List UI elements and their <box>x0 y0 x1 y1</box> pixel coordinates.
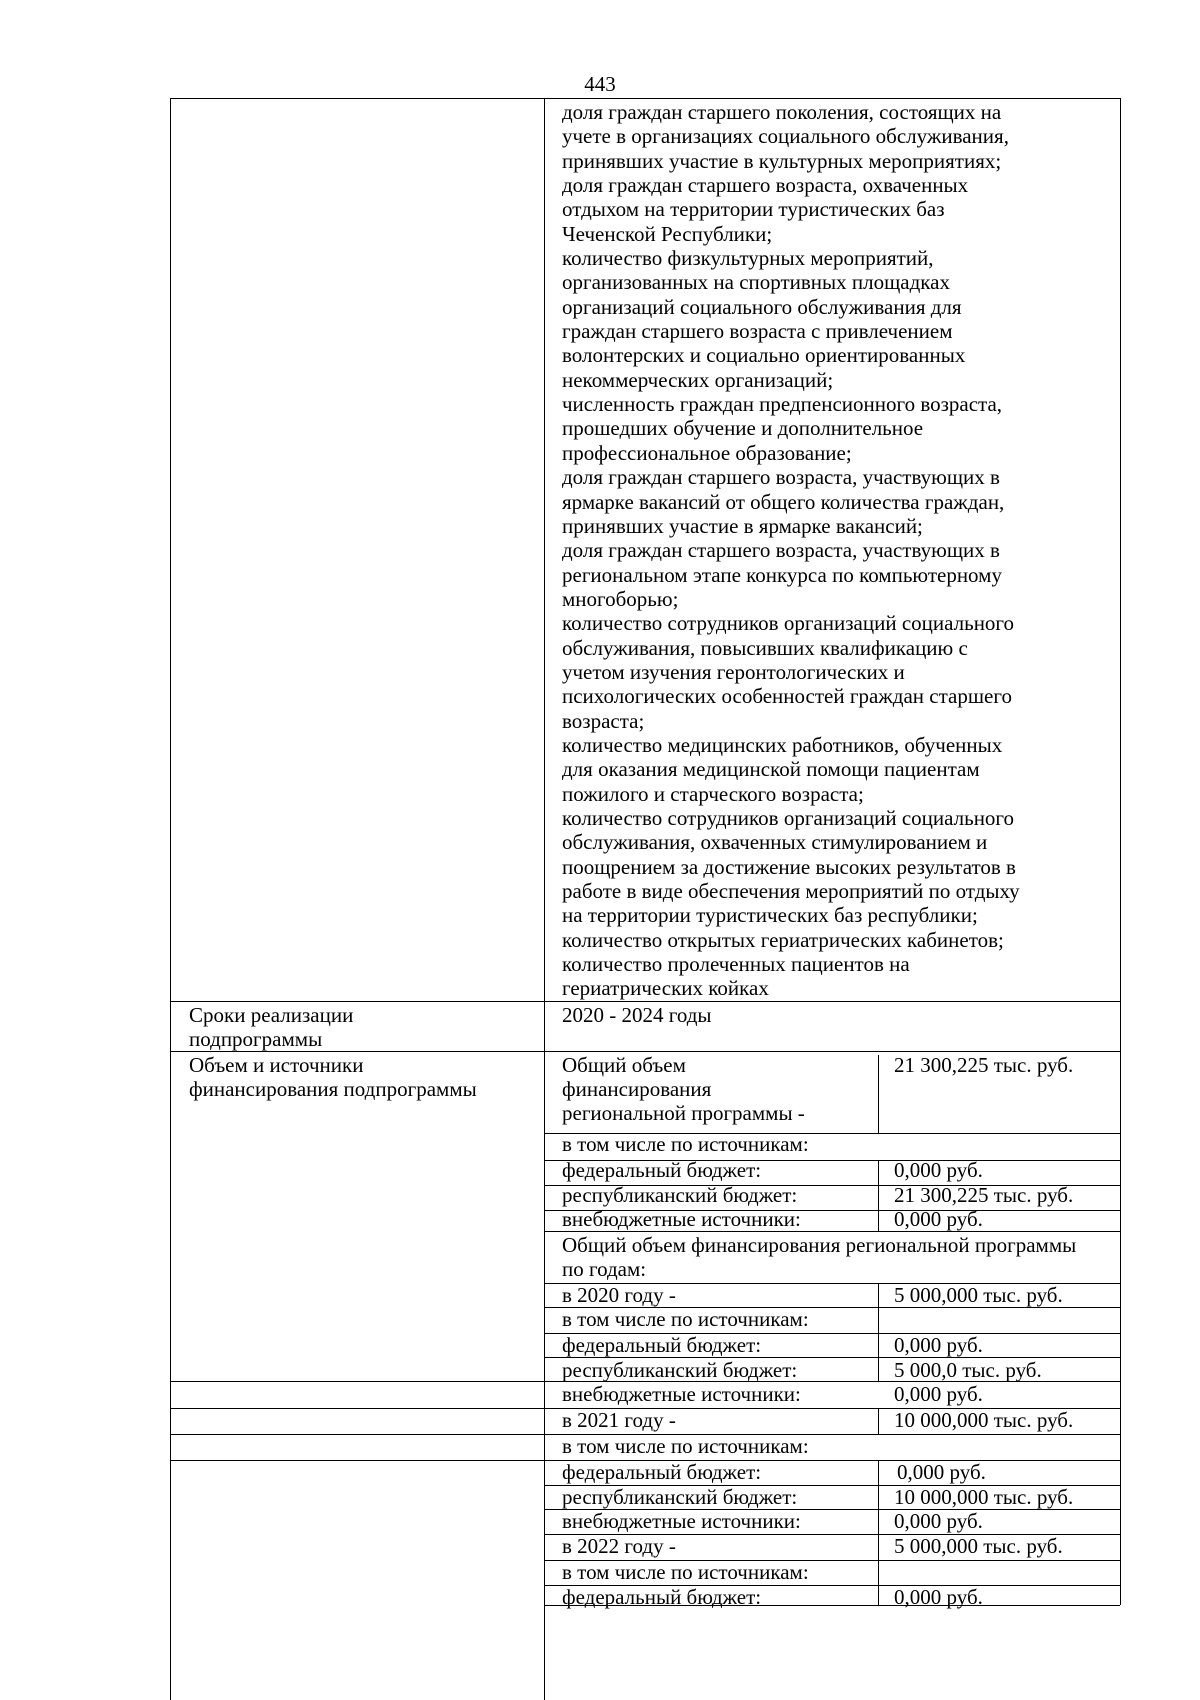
indicator-line: региональном этапе конкурса по компьютерному <box>562 562 1002 587</box>
page-number: 443 <box>584 72 616 96</box>
indicator-line: гериатрических койках <box>562 976 769 1001</box>
indicator-line: многоборью; <box>562 586 679 611</box>
financing-row-label: внебюджетные источники: <box>562 1207 801 1231</box>
financing-row-label: республиканский бюджет: <box>562 1183 798 1207</box>
financing-row-value: 21 300,225 тыс. руб. <box>894 1183 1074 1207</box>
financing-row-label: федеральный бюджет: <box>562 1460 762 1484</box>
financing-row-value: 5 000,000 тыс. руб. <box>894 1534 1063 1558</box>
financing-row-label: в 2020 году - <box>562 1283 676 1307</box>
indicator-line: на территории туристических баз республики; <box>562 903 978 928</box>
financing-row-value: 10 000,000 тыс. руб. <box>894 1408 1074 1432</box>
row-divider <box>170 1051 1120 1052</box>
indicator-line: доля граждан старшего возраста, охваченных <box>562 173 969 198</box>
financing-row-value: 0,000 руб. <box>894 1207 983 1231</box>
financing-col-divider <box>878 1460 879 1605</box>
financing-row-value: 5 000,000 тыс. руб. <box>894 1283 1063 1307</box>
financing-row-label: республиканский бюджет: <box>562 1485 798 1509</box>
table-border-top <box>170 98 1120 99</box>
indicator-line: прошедших обучение и дополнительное <box>562 416 924 441</box>
terms-value: 2020 - 2024 годы <box>562 1003 712 1027</box>
financing-row-label: федеральный бюджет: <box>562 1585 762 1609</box>
financing-row-value: 5 000,0 тыс. руб. <box>894 1358 1042 1382</box>
financing-col-divider <box>878 1408 879 1434</box>
indicator-line: количество медицинских работников, обученных <box>562 732 1003 757</box>
financing-row-value: 0,000 руб. <box>894 1333 983 1357</box>
terms-label-line2: подпрограммы <box>189 1027 323 1051</box>
indicator-line: обслуживания, охваченных стимулированием и <box>562 830 988 855</box>
indicator-line: обслуживания, повысивших квалификацию с <box>562 635 968 660</box>
financing-row-value: 10 000,000 тыс. руб. <box>894 1485 1074 1509</box>
indicator-line: граждан старшего возраста с привлечением <box>562 319 953 344</box>
financing-row-label: Общий объем финансирования региональной программы по годам: <box>562 1233 1077 1281</box>
indicator-line: учете в организациях социального обслуживания, <box>562 124 1009 149</box>
financing-col-divider <box>878 1283 879 1381</box>
total-label-line: Общий объем <box>562 1053 686 1077</box>
row-divider <box>544 1231 1120 1232</box>
indicator-line: количество физкультурных мероприятий, <box>562 246 934 271</box>
financing-row-label: республиканский бюджет: <box>562 1358 798 1382</box>
financing-row-label: внебюджетные источники: <box>562 1509 801 1533</box>
financing-col-divider <box>878 1160 879 1231</box>
financing-row-label: в том числе по источникам: <box>562 1307 809 1331</box>
financing-col-divider <box>878 1055 879 1133</box>
indicator-line: волонтерских и социально ориентированных <box>562 343 966 368</box>
indicator-line: учетом изучения геронтологических и <box>562 659 905 684</box>
financing-row-label: федеральный бюджет: <box>562 1158 762 1182</box>
financing-row-label: в 2022 году - <box>562 1534 676 1558</box>
financing-row-value: 0,000 руб. <box>894 1509 983 1533</box>
indicator-line: количество открытых гериатрических кабинетов; <box>562 927 1004 952</box>
indicator-line: количество сотрудников организаций социального <box>562 805 1015 830</box>
indicator-line: возраста; <box>562 708 645 733</box>
financing-row-label: внебюджетные источники: <box>562 1382 801 1406</box>
financing-row-label: в том числе по источникам: <box>562 1560 809 1584</box>
row-divider <box>170 1001 1120 1002</box>
table-border-right <box>1120 98 1121 1605</box>
terms-label-line1: Сроки реализации <box>189 1003 354 1027</box>
indicator-line: поощрением за достижение высоких результатов в <box>562 854 1016 879</box>
indicator-line: организованных на спортивных площадках <box>562 270 950 295</box>
indicator-line: для оказания медицинской помощи пациентам <box>562 757 980 782</box>
financing-row-value: 0,000 руб. <box>894 1158 983 1182</box>
financing-row-value: 0,000 руб. <box>894 1382 983 1406</box>
indicator-line: количество пролеченных пациентов на <box>562 952 910 977</box>
indicator-line: численность граждан предпенсионного возраста, <box>562 392 1003 417</box>
financing-label-line1: Объем и источники <box>189 1053 364 1077</box>
financing-row-label: в 2021 году - <box>562 1408 676 1432</box>
indicator-line: принявших участие в ярмарке вакансий; <box>562 513 923 538</box>
total-value: 21 300,225 тыс. руб. <box>894 1053 1074 1077</box>
indicator-line: количество сотрудников организаций социального <box>562 611 1015 636</box>
total-label-line: региональной программы - <box>562 1101 805 1125</box>
indicator-line: профессиональное образование; <box>562 440 852 465</box>
financing-label-line2: финансирования подпрограммы <box>189 1077 477 1101</box>
financing-row-value: 0,000 руб. <box>897 1460 986 1484</box>
indicator-line: работе в виде обеспечения мероприятий по отдыху <box>562 879 1020 903</box>
indicator-line: отдыхом на территории туристических баз <box>562 197 945 222</box>
financing-row-label: в том числе по источникам: <box>562 1434 809 1458</box>
indicator-line: доля граждан старшего возраста, участвующих в <box>562 538 1000 563</box>
financing-row-label: федеральный бюджет: <box>562 1333 762 1357</box>
indicator-line: организаций социального обслуживания для <box>562 294 962 319</box>
financing-row-label: в том числе по источникам: <box>562 1132 809 1156</box>
indicator-line: некоммерческих организаций; <box>562 367 834 392</box>
financing-row-value: 0,000 руб. <box>894 1585 983 1609</box>
indicator-line: доля граждан старшего возраста, участвующих в <box>562 465 1000 490</box>
total-label-line: финансирования <box>562 1077 712 1101</box>
indicator-line: пожилого и старческого возраста; <box>562 781 864 806</box>
indicator-line: доля граждан старшего поколения, состоящих на <box>562 100 1002 124</box>
indicator-line: психологических особенностей граждан старшего <box>562 684 1012 709</box>
indicator-line: Чеченской Республики; <box>562 221 773 246</box>
indicator-line: ярмарке вакансий от общего количества граждан, <box>562 489 1005 514</box>
indicators-list <box>562 100 1102 1001</box>
indicator-line: принявших участие в культурных мероприятиях; <box>562 148 1002 173</box>
